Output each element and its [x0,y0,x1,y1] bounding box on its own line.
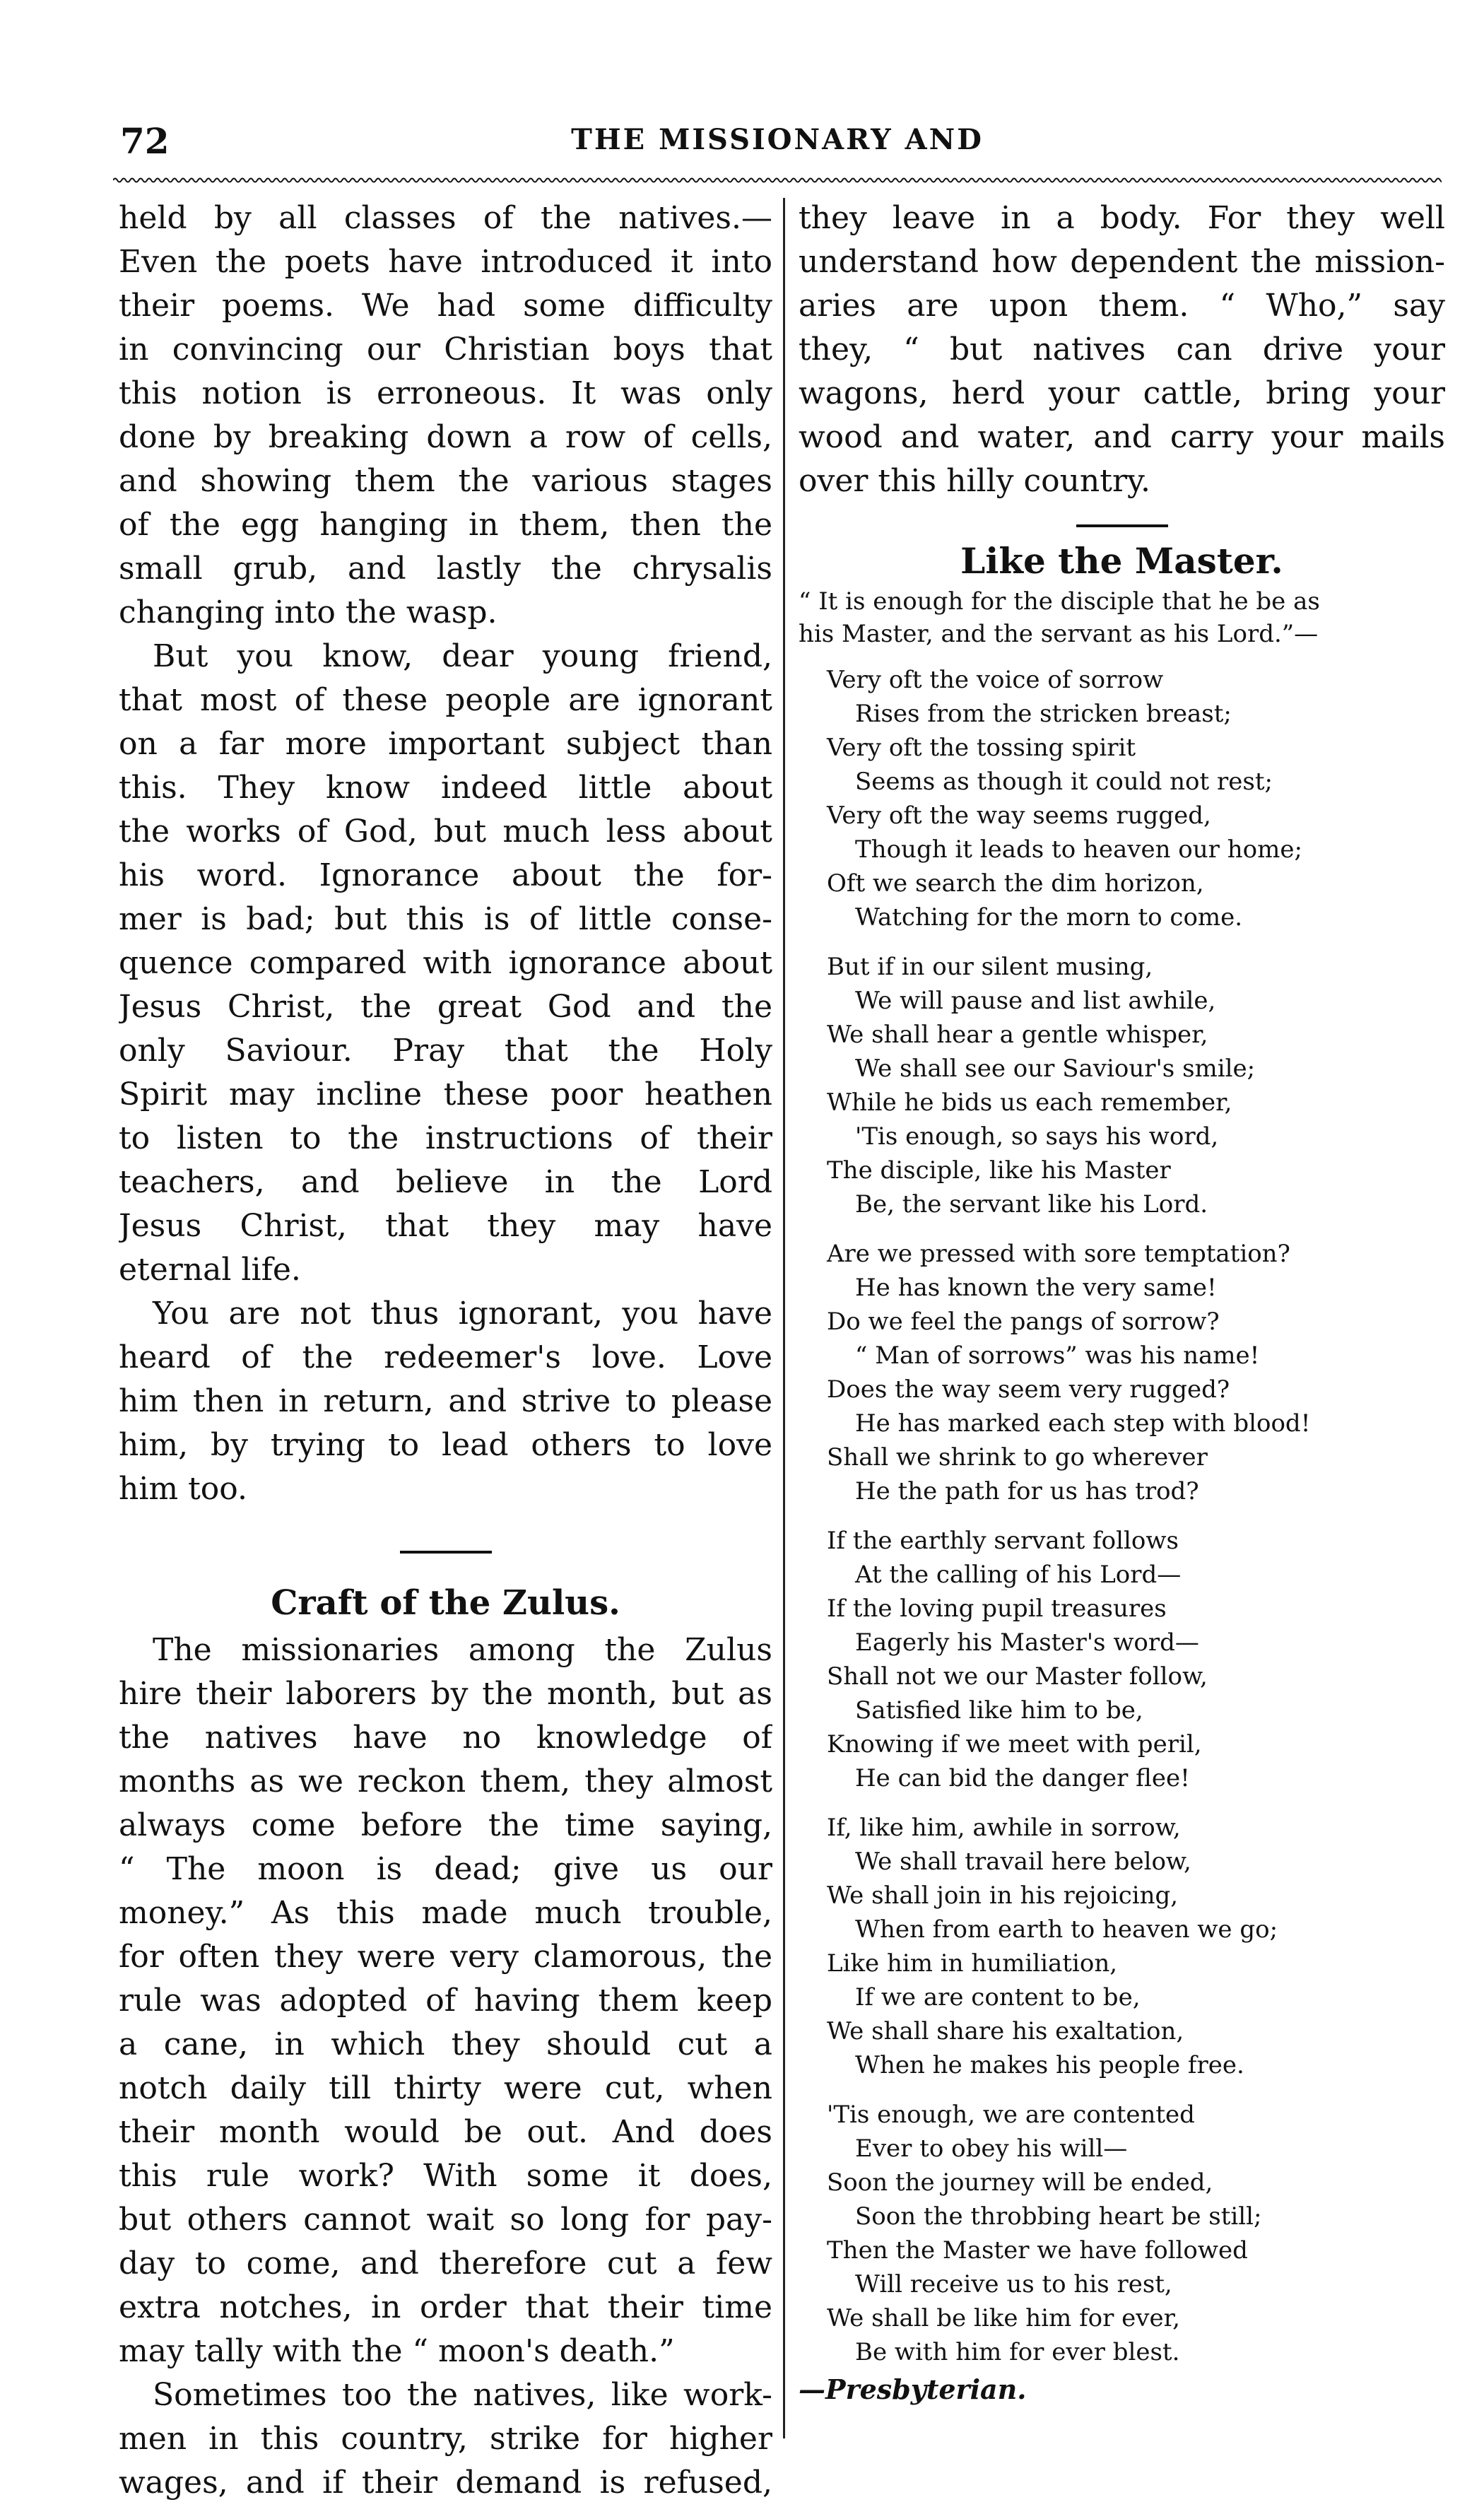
text-line: over this hilly country. [799,463,1150,499]
text-line: teachers, and believe in the Lord [119,1164,772,1200]
text-line: But you know, dear young friend, [153,638,772,674]
verse-line: Soon the throbbing heart be still; [855,2202,1262,2231]
text-line: rule was adopted of having them keep [119,1983,772,2019]
text-line: but others cannot wait so long for pay- [119,2202,772,2238]
verse-line: We shall hear a gentle whisper, [827,1021,1208,1049]
verse-line: We shall share his exaltation, [827,2017,1184,2045]
verse-line: Though it leads to heaven our home; [855,835,1302,864]
verse-line: Are we pressed with sore temptation? [827,1240,1290,1268]
verse-line: Like him in humiliation, [827,1949,1118,1978]
text-line: wagons, herd your cattle, bring your [799,375,1445,411]
verse-line: Ever to obey his will— [855,2135,1128,2163]
text-line: him too. [119,1471,247,1507]
verse-line: Be, the servant like his Lord. [855,1190,1208,1219]
verse-line: When from earth to heaven we go; [855,1915,1278,1944]
verse-line: Very oft the way seems rugged, [827,802,1211,830]
text-line: wood and water, and carry your mails [799,419,1445,455]
paragraph [119,2373,772,2505]
verse-line: But if in our silent musing, [827,953,1153,981]
epigraph-line: “ It is enough for the disciple that he be as [799,587,1320,616]
verse-line: When he makes his people free. [855,2051,1244,2079]
right-column [799,196,1445,2407]
text-line: understand how dependent the mission- [799,244,1445,280]
verse-line: He has known the very same! [855,1274,1217,1302]
text-line: this notion is erroneous. It was only [119,375,772,411]
poem-stanza [799,2098,1445,2369]
text-line: the works of God, but much less about [119,814,772,850]
text-line: a cane, in which they should cut a [119,2026,772,2062]
text-line: their month would be out. And does [119,2114,772,2150]
text-line: changing into the wasp. [119,594,497,630]
paragraph [119,196,772,635]
verse-line: Do we feel the pangs of sorrow? [827,1308,1220,1336]
text-line: always come before the time saying, [119,1807,772,1843]
verse-line: Very oft the voice of sorrow [827,666,1164,694]
verse-line: Seems as though it could not rest; [855,768,1273,796]
text-line: heard of the redeemer's love. Love [119,1339,772,1375]
text-line: wages, and if their demand is refused, [119,2465,772,2501]
wavy-header-rule [113,175,1442,185]
paragraph [119,1628,772,2373]
section-rule [400,1551,492,1554]
text-line: him then in return, and strive to please [119,1383,772,1419]
column-divider [783,198,785,2438]
text-line: done by breaking down a row of cells, [119,419,772,455]
verse-line: Then the Master we have followed [827,2236,1248,2265]
text-line: aries are upon them. “ Who,” say [799,288,1445,324]
text-line: day to come, and therefore cut a few [119,2245,772,2282]
verse-line: While he bids us each remember, [827,1088,1232,1117]
verse-line: Shall we shrink to go wherever [827,1443,1208,1472]
verse-line: Watching for the morn to come. [855,903,1243,932]
text-line: Spirit may incline these poor heathen [119,1076,772,1112]
verse-line: If the loving pupil treasures [827,1595,1167,1623]
poem-stanza [799,1811,1445,2082]
verse-line: Shall not we our Master follow, [827,1662,1208,1691]
verse-line: He has marked each step with blood! [855,1409,1311,1438]
poem-stanza [799,663,1445,934]
running-head [113,120,1442,170]
text-line: on a far more important subject than [119,726,772,762]
paragraph [119,1292,772,1511]
text-line: and showing them the various stages [119,463,772,499]
verse-line: If, like him, awhile in sorrow, [827,1814,1181,1842]
text-line: notch daily till thirty were cut, when [119,2070,772,2106]
verse-line: “ Man of sorrows” was his name! [855,1341,1260,1370]
poem-stanza [799,1237,1445,1508]
text-line: this rule work? With some it does, [119,2158,772,2194]
text-line: eternal life. [119,1252,301,1288]
verse-line: 'Tis enough, we are contented [827,2101,1195,2129]
text-line: money.” As this made much trouble, [119,1895,772,1931]
text-line: You are not thus ignorant, you have [153,1296,772,1332]
verse-line: Knowing if we meet with peril, [827,1730,1202,1758]
poem-stanza [799,950,1445,1221]
verse-line: At the calling of his Lord— [855,1561,1182,1589]
text-line: quence compared with ignorance about [119,945,772,981]
text-line: his word. Ignorance about the for- [119,857,772,893]
text-line: months as we reckon them, they almost [119,1763,772,1799]
text-line: the natives have no knowledge of [119,1720,772,1756]
verse-line: Be with him for ever blest. [855,2338,1180,2366]
poem-attribution: —Presbyterian. [799,2373,1027,2405]
text-line: that most of these people are ignorant [119,682,772,718]
text-line: for often they were very clamorous, the [119,1939,772,1975]
verse-line: Oft we search the dim horizon, [827,869,1204,898]
verse-line: Soon the journey will be ended, [827,2168,1213,2197]
text-line: may tally with the “ moon's death.” [119,2333,675,2369]
text-line: extra notches, in order that their time [119,2289,772,2325]
text-line: in convincing our Christian boys that [119,331,772,368]
text-line: held by all classes of the natives.— [119,200,772,236]
verse-line: Does the way seem very rugged? [827,1375,1230,1404]
text-line: to listen to the instructions of their [119,1120,772,1156]
verse-line: We shall be like him for ever, [827,2304,1180,2332]
text-line: Jesus Christ, the great God and the [119,989,772,1025]
text-line: Jesus Christ, that they may have [119,1208,772,1244]
verse-line: We shall travail here below, [855,1848,1191,1876]
text-line: hire their laborers by the month, but as [119,1676,772,1712]
poem-title: Like the Master. [960,540,1283,582]
verse-line: He can bid the danger flee! [855,1764,1190,1792]
verse-line: Rises from the stricken breast; [855,700,1232,728]
verse-line: 'Tis enough, so says his word, [855,1122,1219,1151]
poem [799,663,1445,2369]
verse-line: Eagerly his Master's word— [855,1628,1199,1657]
verse-line: If we are content to be, [855,1983,1141,2012]
text-line: only Saviour. Pray that the Holy [119,1033,772,1069]
text-line: of the egg hanging in them, then the [119,507,772,543]
text-line: him, by trying to lead others to love [119,1427,772,1463]
verse-line: Very oft the tossing spirit [827,734,1136,762]
text-line: “ The moon is dead; give us our [119,1851,772,1887]
text-line: small grub, and lastly the chrysalis [119,551,772,587]
text-line: they leave in a body. For they well [799,200,1445,236]
page-number: 72 [120,120,170,162]
epigraph [799,585,1445,650]
verse-line: He the path for us has trod? [855,1477,1199,1505]
text-line: their poems. We had some difficulty [119,288,772,324]
text-line: mer is bad; but this is of little conse- [119,901,772,937]
verse-line: We shall join in his rejoicing, [827,1881,1179,1910]
verse-line: We shall see our Saviour's smile; [855,1055,1256,1083]
verse-line: If the earthly servant follows [827,1527,1179,1555]
verse-line: Satisfied like him to be, [855,1696,1143,1725]
poem-stanza [799,1524,1445,1795]
text-line: men in this country, strike for higher [119,2421,772,2457]
verse-line: The disciple, like his Master [827,1156,1171,1185]
verse-line: Will receive us to his rest, [855,2270,1172,2298]
verse-line: We will pause and list awhile, [855,987,1216,1015]
text-line: The missionaries among the Zulus [153,1632,772,1668]
epigraph-line: his Master, and the servant as his Lord.”— [799,620,1319,648]
text-line: they, “ but natives can drive your [799,331,1445,368]
section-heading: Craft of the Zulus. [271,1583,620,1623]
text-line: Even the poets have introduced it into [119,244,772,280]
left-column [119,196,772,2505]
section-rule [1076,524,1168,527]
paragraph [799,196,1445,503]
text-line: this. They know indeed little about [119,770,772,806]
paragraph [119,635,772,1292]
text-line: Sometimes too the natives, like work- [153,2377,772,2413]
running-title: THE MISSIONARY AND [571,123,984,156]
